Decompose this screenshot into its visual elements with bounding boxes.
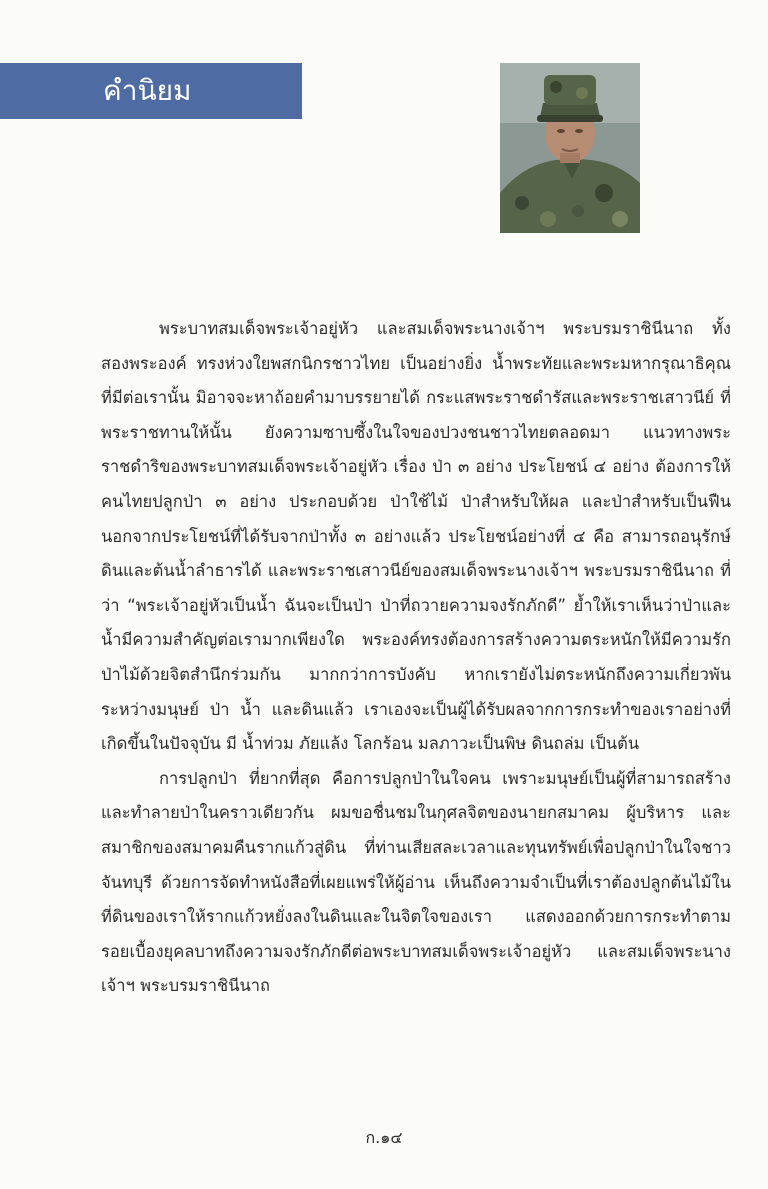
page-title: คำนิยม [103, 74, 192, 107]
body-text [101, 312, 731, 1004]
header-bar [0, 63, 302, 119]
portrait-photo [500, 63, 640, 233]
paragraph-1: พระบาทสมเด็จพระเจ้าอยู่หัว และสมเด็จพระนางเจ้าฯ พระบรมราชินีนาถ ทั้งสองพระองค์ ทรงห่วงใยพสกนิกรชาวไทย เป็นอย่างยิ่ง น้ำพระทัยและพระมหากรุณาธิคุณ ที่มีต่อเรานั้น มิอาจจะหาถ้อยคำมาบรรยายได้ กระแสพระราชดำรัสและพระราชเสาวนีย์ ที่พระราชทานให้นั้น ยังความซาบซึ้งในใจของปวงชนชาวไทยตลอดมา แนวทางพระราชดำริของพระบาทสมเด็จพระเจ้าอยู่หัว เรื่อง ป่า ๓ อย่าง ประโยชน์ ๔ อย่าง ต้องการให้คนไทยปลูกป่า ๓ อย่าง ประกอบด้วย ป่าใช้ไม้ ป่าสำหรับให้ผล และป่าสำหรับเป็นฟืน นอกจากประโยชน์ที่ได้รับจากป่าทั้ง ๓ อย่างแล้ว ประโยชน์อย่างที่ ๔ คือ สามารถอนุรักษ์ดินและต้นน้ำลำธารได้ และพระราชเสาวนีย์ของสมเด็จพระนางเจ้าฯ พระบรมราชินีนาถ ที่ว่า “พระเจ้าอยู่หัวเป็นน้ำ ฉันจะเป็นป่า ป่าที่ถวายความจงรักภักดี” ย้ำให้เราเห็นว่าป่าและน้ำมีความสำคัญต่อเรามากเพียงใด พระองค์ทรงต้องการสร้างความตระหนักให้มีความรักป่าไม้ด้วยจิตสำนึกร่วมกัน มากกว่าการบังคับ หากเรายังไม่ตระหนักถึงความเกี่ยวพันระหว่างมนุษย์ ป่า น้ำ และดินแล้ว เราเองจะเป็นผู้ได้รับผลจากการกระทำของเราอย่างที่เกิดขึ้นในปัจจุบัน มี น้ำท่วม ภัยแล้ง โลกร้อน มลภาวะเป็นพิษ ดินถล่ม เป็นต้น [101, 319, 731, 754]
paragraph-2: การปลูกป่า ที่ยากที่สุด คือการปลูกป่าในใจคน เพราะมนุษย์เป็นผู้ที่สามารถสร้างและทำลายป่าในคราวเดียวกัน ผมขอชื่นชมในกุศลจิตของนายกสมาคม ผู้บริหาร และสมาชิกของสมาคมคืนรากแก้วสู่ดิน ที่ท่านเสียสละเวลาและทุนทรัพย์เพื่อปลูกป่าในใจชาวจันทบุรี ด้วยการจัดทำหนังสือที่เผยแพร่ให้ผู้อ่าน เห็นถึงความจำเป็นที่เราต้องปลูกต้นไม้ในที่ดินของเราให้รากแก้วหยั่งลงในดินและในจิตใจของเรา แสดงออกด้วยการกระทำตามรอยเบื้องยุคลบาทถึงความจงรักภักดีต่อพระบาทสมเด็จพระเจ้าอยู่หัว และสมเด็จพระนางเจ้าฯ พระบรมราชินีนาถ [101, 768, 731, 996]
page-number: ก.๑๔ [365, 1128, 403, 1147]
